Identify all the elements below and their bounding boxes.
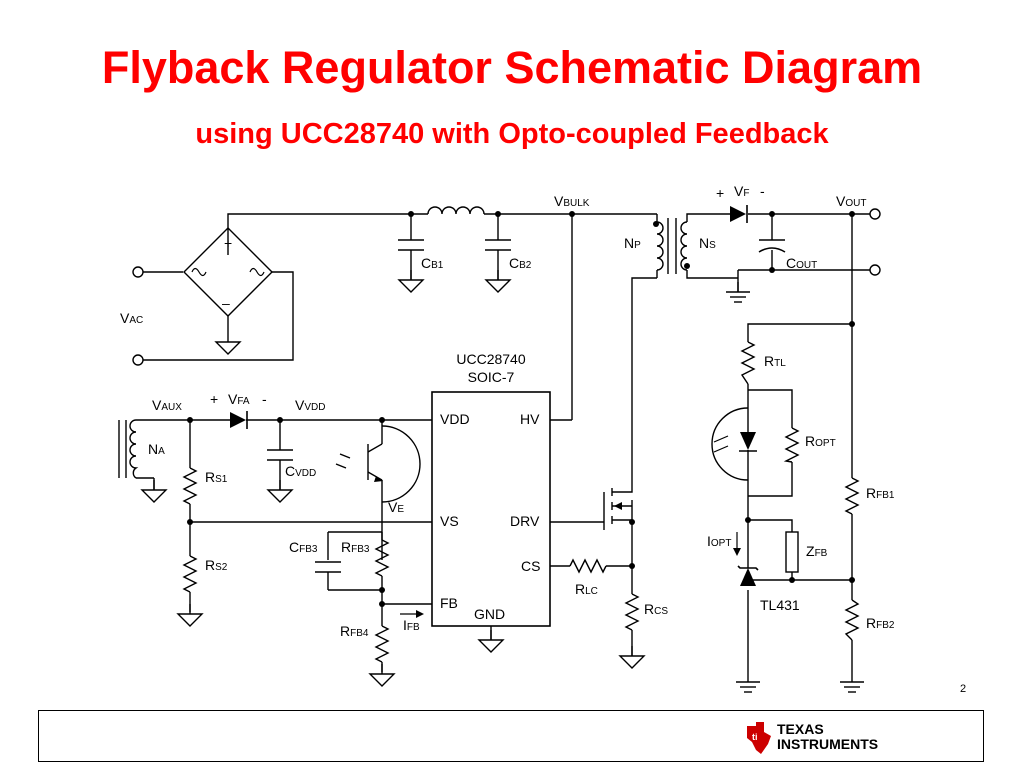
- capacitor-cb1: [398, 240, 424, 250]
- label-tl431: TL431: [760, 597, 800, 613]
- capacitor-cvdd: [267, 450, 293, 460]
- svg-text:RFB1: RFB1: [866, 485, 895, 501]
- label-vfa-plus: +: [210, 391, 219, 407]
- svg-text:VF: VF: [734, 183, 750, 199]
- label-rfb1: R: [866, 485, 877, 501]
- svg-text:ti: ti: [752, 732, 758, 742]
- bridge-rectifier: [184, 228, 272, 316]
- svg-text:RTL: RTL: [764, 353, 786, 369]
- resistor-rfb4: [376, 626, 388, 662]
- aux-winding: [119, 420, 136, 478]
- svg-text:RFB3: RFB3: [341, 539, 370, 555]
- label-vaux: V: [152, 397, 162, 413]
- svg-text:CVDD: CVDD: [285, 463, 317, 479]
- svg-text:ROPT: ROPT: [805, 433, 836, 449]
- svg-text:RS1: RS1: [205, 469, 228, 485]
- ic-ucc28740: [432, 392, 550, 626]
- svg-text:ZFB: ZFB: [806, 543, 828, 559]
- svg-text:VFA: VFA: [228, 391, 250, 407]
- resistor-rtl: [742, 342, 754, 384]
- label-cfb3: C: [289, 539, 300, 555]
- label-rlc: R: [575, 581, 586, 597]
- page-number: 2: [960, 683, 967, 695]
- svg-text:RS2: RS2: [205, 557, 228, 573]
- svg-text:RFB4: RFB4: [340, 623, 369, 639]
- svg-text:NA: NA: [148, 441, 165, 457]
- resistor-rfb3: [376, 540, 388, 576]
- svg-text:RLC: RLC: [575, 581, 598, 597]
- transformer: [657, 218, 687, 274]
- label-rfb3: R: [341, 539, 352, 555]
- label-vvdd: V: [295, 397, 305, 413]
- label-rfb4: R: [340, 623, 351, 639]
- label-np: N: [624, 235, 635, 251]
- label-vf-minus: -: [760, 183, 765, 199]
- label-rs1: R: [205, 469, 216, 485]
- svg-text:+: [210, 391, 218, 407]
- svg-text:+: [716, 185, 724, 201]
- label-cvdd: C: [285, 463, 296, 479]
- svg-text:VAC: VAC: [120, 310, 144, 326]
- resistor-rcs: [626, 594, 638, 630]
- ic-name: UCC28740: [456, 351, 526, 367]
- brand-line1: TEXAS: [777, 721, 824, 737]
- label-rs2: R: [205, 557, 216, 573]
- pin-cs: CS: [521, 558, 541, 574]
- resistor-rs1: [184, 468, 196, 504]
- bridge-minus-label: –: [222, 295, 230, 311]
- pin-gnd: GND: [474, 606, 506, 622]
- label-vbulk: V: [554, 193, 564, 209]
- zfb-impedance: [786, 532, 798, 572]
- svg-text:VVDD: VVDD: [295, 397, 326, 413]
- svg-text:-: [760, 183, 765, 199]
- label-rcs: R: [644, 601, 655, 617]
- resistor-rlc: [570, 560, 606, 572]
- resistor-rfb2: [846, 600, 858, 640]
- label-vfa-minus: -: [262, 391, 267, 407]
- resistor-rs2: [184, 556, 196, 592]
- label-rfb2: R: [866, 615, 877, 631]
- svg-text:RFB2: RFB2: [866, 615, 895, 631]
- svg-text:CB1: CB1: [421, 255, 444, 271]
- resistor-ropt: [786, 428, 798, 462]
- pin-vdd: VDD: [440, 411, 470, 427]
- label-vac: V: [120, 310, 130, 326]
- label-vf-plus: +: [716, 185, 725, 201]
- page-subtitle: using UCC28740 with Opto-coupled Feedback: [195, 118, 829, 150]
- svg-text:VBULK: VBULK: [554, 193, 590, 209]
- texas-instruments-logo: [744, 718, 884, 758]
- pin-hv: HV: [520, 411, 540, 427]
- brand-line2: INSTRUMENTS: [777, 736, 879, 752]
- label-cb1: C: [421, 255, 432, 271]
- aux-diode: [230, 411, 247, 429]
- ti-state-icon: [744, 720, 774, 756]
- capacitor-cb2: [485, 240, 511, 250]
- resistor-rfb1: [846, 478, 858, 514]
- output-diode: [730, 205, 747, 223]
- svg-text:NP: NP: [624, 235, 641, 251]
- bridge-plus-label: +: [224, 235, 233, 251]
- svg-text:NS: NS: [699, 235, 716, 251]
- svg-text:CB2: CB2: [509, 255, 532, 271]
- capacitor-cfb3: [315, 562, 341, 572]
- label-iopt: I: [707, 533, 711, 549]
- tl431-shunt: [738, 566, 758, 586]
- input-inductor: [428, 207, 484, 214]
- ic-package: SOIC-7: [467, 369, 515, 385]
- label-ifb: I: [403, 617, 407, 633]
- label-vout: V: [836, 193, 846, 209]
- output-terminal: [870, 209, 880, 275]
- svg-text:VE: VE: [388, 499, 405, 515]
- svg-text:COUT: COUT: [786, 255, 818, 271]
- label-rtl: R: [764, 353, 775, 369]
- label-zfb: Z: [806, 543, 815, 559]
- pin-vs: VS: [440, 513, 459, 529]
- opto-led: [712, 408, 757, 480]
- label-ropt: R: [805, 433, 816, 449]
- label-na: N: [148, 441, 159, 457]
- opto-phototransistor: [336, 426, 420, 502]
- svg-text:VAUX: VAUX: [152, 397, 182, 413]
- label-ns: N: [699, 235, 710, 251]
- label-cout: C: [786, 255, 797, 271]
- label-cb2: C: [509, 255, 520, 271]
- pin-drv: DRV: [510, 513, 540, 529]
- page-title: Flyback Regulator Schematic Diagram: [101, 42, 923, 93]
- svg-text:IOPT: IOPT: [707, 533, 732, 549]
- svg-text:-: [262, 391, 267, 407]
- label-ve: V: [388, 499, 398, 515]
- svg-text:CFB3: CFB3: [289, 539, 318, 555]
- label-vfa: V: [228, 391, 238, 407]
- pin-fb: FB: [440, 595, 458, 611]
- svg-text:IFB: IFB: [403, 617, 420, 633]
- svg-text:RCS: RCS: [644, 601, 669, 617]
- svg-text:VOUT: VOUT: [836, 193, 867, 209]
- label-vf: V: [734, 183, 744, 199]
